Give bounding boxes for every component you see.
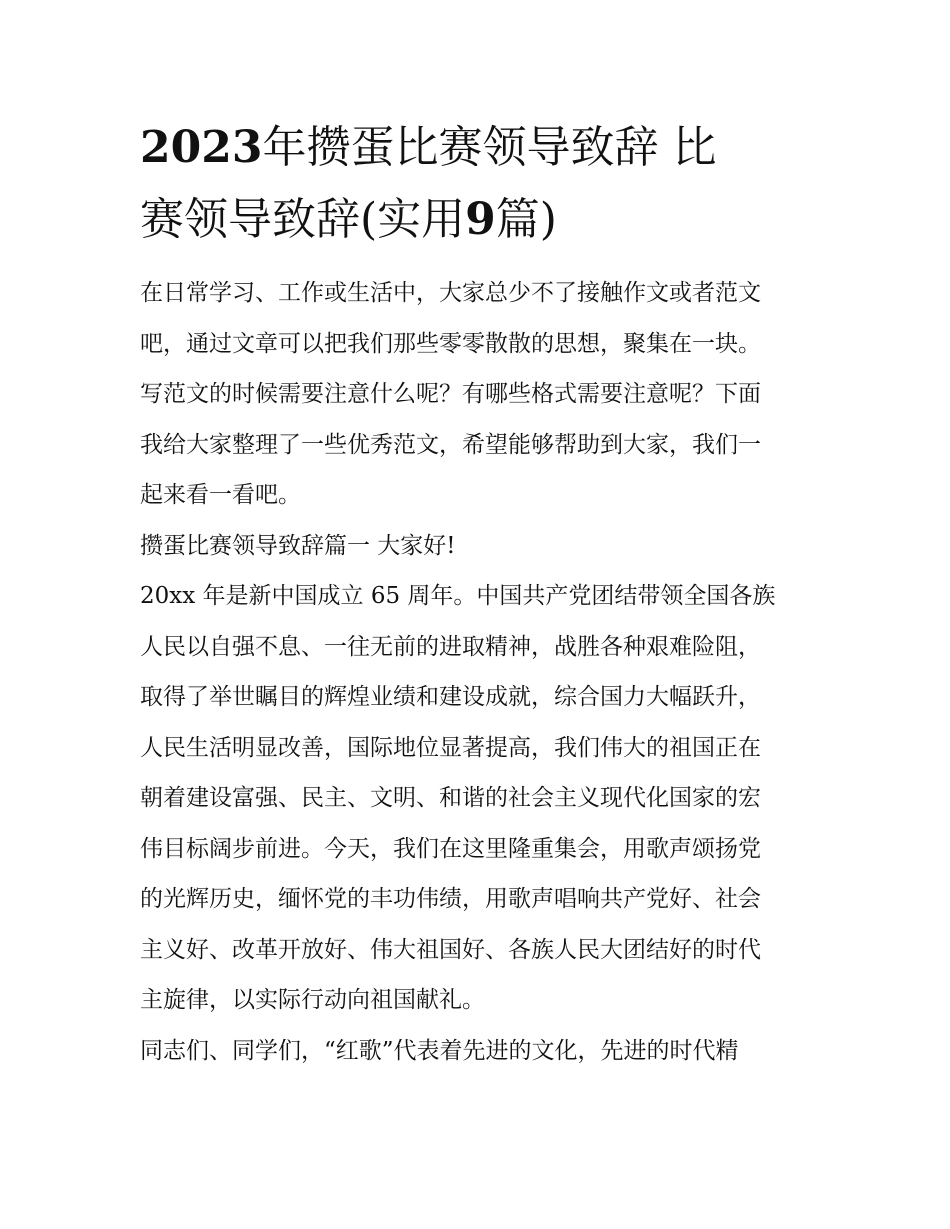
body-line: 主旋律，以实际行动向祖国献礼。 bbox=[140, 987, 485, 1013]
body-line: 取得了举世瞩目的辉煌业绩和建设成就，综合国力大幅跃升， bbox=[140, 684, 761, 710]
body-line: 我给大家整理了一些优秀范文，希望能够帮助到大家，我们一 bbox=[140, 431, 761, 458]
body-line: 20xx 年是新中国成立 65 周年。中国共产党团结带领全国各族 bbox=[140, 583, 776, 609]
document-page bbox=[140, 112, 816, 1076]
body-line: 在日常学习、工作或生活中，大家总少不了接触作文或者范文 bbox=[140, 280, 761, 306]
section-heading: 攒蛋比赛领导致辞篇一 大家好! bbox=[140, 532, 456, 559]
body-line: 人民以自强不息、一往无前的进取精神，战胜各种艰难险阻， bbox=[140, 633, 761, 660]
body-line: 写范文的时候需要注意什么呢？有哪些格式需要注意呢？下面 bbox=[140, 381, 761, 407]
body-line: 吧，通过文章可以把我们那些零零散散的思想，聚集在一块。 bbox=[140, 330, 761, 357]
body-line: 起来看一看吧。 bbox=[140, 482, 301, 508]
title-year: 2023 bbox=[140, 122, 263, 173]
document-body bbox=[140, 268, 816, 1076]
body-line: 的光辉历史，缅怀党的丰功伟绩，用歌声唱响共产党好、社会 bbox=[140, 886, 761, 912]
document-title bbox=[140, 112, 816, 256]
body-line: 同志们、同学们，“红歌”代表着先进的文化，先进的时代精 bbox=[140, 1037, 739, 1064]
body-line: 朝着建设富强、民主、文明、和谐的社会主义现代化国家的宏 bbox=[140, 785, 761, 811]
body-line: 人民生活明显改善，国际地位显著提高，我们伟大的祖国正在 bbox=[140, 734, 761, 761]
body-line: 伟目标阔步前进。今天，我们在这里隆重集会，用歌声颂扬党 bbox=[140, 835, 761, 862]
title-text-3: 篇) bbox=[495, 194, 557, 245]
title-text-2: 赛领导致辞(实用 bbox=[140, 194, 466, 245]
body-line: 主义好、改革开放好、伟大祖国好、各族人民大团结好的时代 bbox=[140, 936, 761, 963]
title-count: 9 bbox=[465, 194, 496, 245]
title-text-1: 年攒蛋比赛领导致辞 比 bbox=[262, 122, 717, 173]
